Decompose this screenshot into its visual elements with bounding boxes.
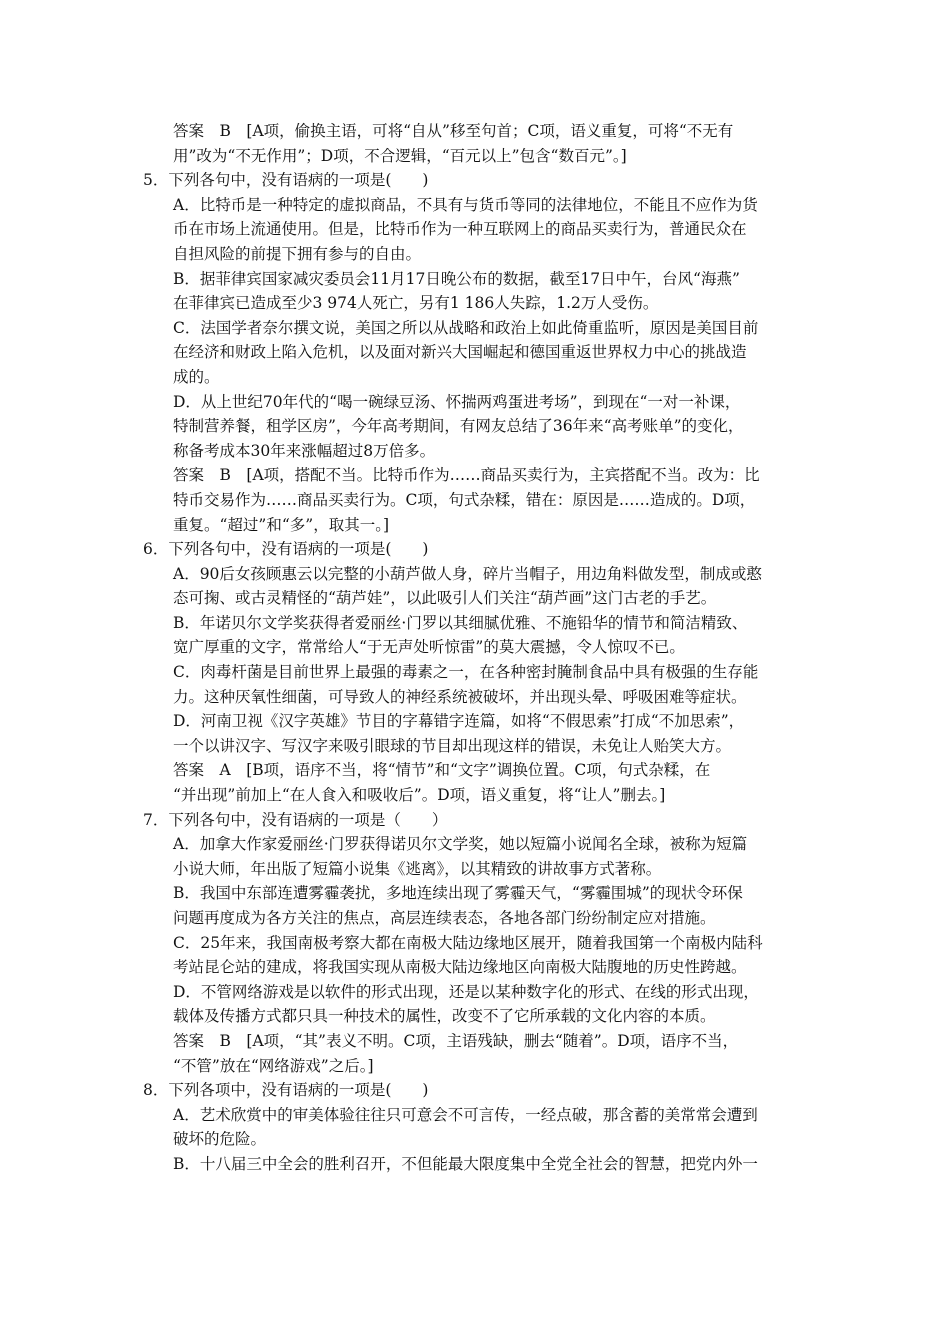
- text-line: B．年诺贝尔文学奖获得者爱丽丝·门罗以其细腻优雅、不施铅华的情节和简洁精致、: [173, 613, 748, 632]
- text-line: 问题再度成为各方关注的焦点，高层连续表态，各地各部门纷纷制定应对措施。: [173, 909, 716, 927]
- text-line: B．据菲律宾国家减灾委员会11月17日晚公布的数据，截至17日中午，台风“海燕”: [173, 269, 740, 288]
- text-line: A．90后女孩顾惠云以完整的小葫芦做人身，碎片当帽子，用边角料做发型，制成或憨: [173, 564, 762, 583]
- text-line: “不管”放在“网络游戏”之后。]: [173, 1056, 374, 1075]
- text-line: D．不管网络游戏是以软件的形式出现，还是以某种数字化的形式、在线的形式出现，: [173, 982, 759, 1001]
- text-line: 币在市场上流通使用。但是，比特币作为一种互联网上的商品买卖行为，普通民众在: [173, 220, 747, 239]
- text-line: A．艺术欣赏中的审美体验往往只可意会不可言传，一经点破，那含蓄的美常常会遭到: [173, 1105, 758, 1124]
- text-line: 在菲律宾已造成至少3 974人死亡，另有1 186人失踪，1.2万人受伤。: [173, 294, 659, 313]
- text-line: “并出现”前加上“在人食入和吸收后”。D项，语义重复，将“让人”删去。]: [173, 786, 666, 805]
- text-line: 破坏的危险。: [173, 1130, 267, 1149]
- question-line: 8．下列各项中，没有语病的一项是( ): [143, 1081, 429, 1100]
- question-line: 6．下列各句中，没有语病的一项是( ): [143, 540, 429, 559]
- text-line: 用”改为“不无作用”；D项，不合逻辑，“百元以上”包含“数百元”。]: [173, 146, 627, 165]
- text-line: 载体及传播方式都只具一种技术的属性，改变不了它所承载的文化内容的本质。: [173, 1007, 716, 1026]
- text-line: 在经济和财政上陷入危机，以及面对新兴大国崛起和德国重返世界权力中心的挑战造: [173, 343, 747, 362]
- text-line: 称备考成本30年来涨幅超过8万倍多。: [173, 441, 436, 460]
- text-line: 重复。“超过”和“多”，取其一。]: [173, 515, 389, 534]
- text-line: B．我国中东部连遭雾霾袭扰，多地连续出现了雾霾天气，“雾霾围城”的现状令环保: [173, 884, 743, 903]
- text-line: C．肉毒杆菌是目前世界上最强的毒素之一，在各种密封腌制食品中具有极强的生存能: [173, 663, 759, 682]
- text-line: 宽广厚重的文字，常常给人“于无声处听惊雷”的莫大震撼，令人惊叹不已。: [173, 638, 685, 657]
- text-line: 特币交易作为……商品买卖行为。C项，句式杂糅，错在：原因是……造成的。D项，: [173, 490, 756, 509]
- text-line: A．比特币是一种特定的虚拟商品，不具有与货币等同的法律地位，不能且不应作为货: [173, 195, 758, 214]
- text-line: 小说大师，年出版了短篇小说集《逃离》，以其精致的讲故事方式著称。: [173, 859, 662, 878]
- text-line: 答案 B [A项，搭配不当。比特币作为……商品买卖行为，主宾搭配不当。改为：比: [173, 466, 760, 485]
- text-line: 考站昆仑站的建成，将我国实现从南极大陆边缘地区向南极大陆腹地的历史性跨越。: [173, 958, 747, 977]
- text-line: 答案 B [A项，偷换主语，可将“自从”移至句首；C项，语义重复，可将“不无有: [173, 122, 734, 140]
- text-line: 答案 B [A项，“其”表义不明。C项，主语残缺，删去“随着”。D项，语序不当，: [173, 1031, 739, 1050]
- text-line: 一个以讲汉字、写汉字来吸引眼球的节目却出现这样的错误，未免让人贻笑大方。: [173, 736, 732, 755]
- text-line: B．十八届三中全会的胜利召开，不但能最大限度集中全党全社会的智慧，把党内外一: [173, 1154, 758, 1173]
- question-line: 5．下列各句中，没有语病的一项是( ): [143, 171, 429, 190]
- text-line: 自担风险的前提下拥有参与的自由。: [173, 244, 422, 263]
- document-body: [143, 119, 823, 1177]
- text-line: D．从上世纪70年代的“喝一碗绿豆汤、怀揣两鸡蛋进考场”，到现在“一对一补课，: [173, 392, 741, 411]
- text-line: 态可掬、或古灵精怪的“葫芦娃”，以此吸引人们关注“葫芦画”这门古老的手艺。: [173, 589, 717, 608]
- text-line: C．法国学者奈尔撰文说，美国之所以从战略和政治上如此倚重监听，原因是美国目前: [173, 318, 759, 337]
- text-line: 答案 A [B项，语序不当，将“情节”和“文字”调换位置。C项，句式杂糅，在: [173, 761, 711, 780]
- text-line: 特制营养餐，租学区房”，今年高考期间，有网友总结了36年来“高考账单”的变化，: [173, 417, 744, 436]
- question-line: 7．下列各句中，没有语病的一项是（ ）: [143, 810, 448, 829]
- text-line: 力。这种厌氧性细菌，可导致人的神经系统被破坏，并出现头晕、呼吸困难等症状。: [173, 687, 747, 706]
- text-line: C．25年来，我国南极考察大都在南极大陆边缘地区展开，随着我国第一个南极内陆科: [173, 933, 763, 952]
- text-line: 成的。: [173, 367, 220, 386]
- text-line: A．加拿大作家爱丽丝·门罗获得诺贝尔文学奖，她以短篇小说闻名全球，被称为短篇: [173, 835, 748, 854]
- text-line: D．河南卫视《汉字英雄》节目的字幕错字连篇，如将“不假思索”打成“不加思索”，: [173, 712, 745, 731]
